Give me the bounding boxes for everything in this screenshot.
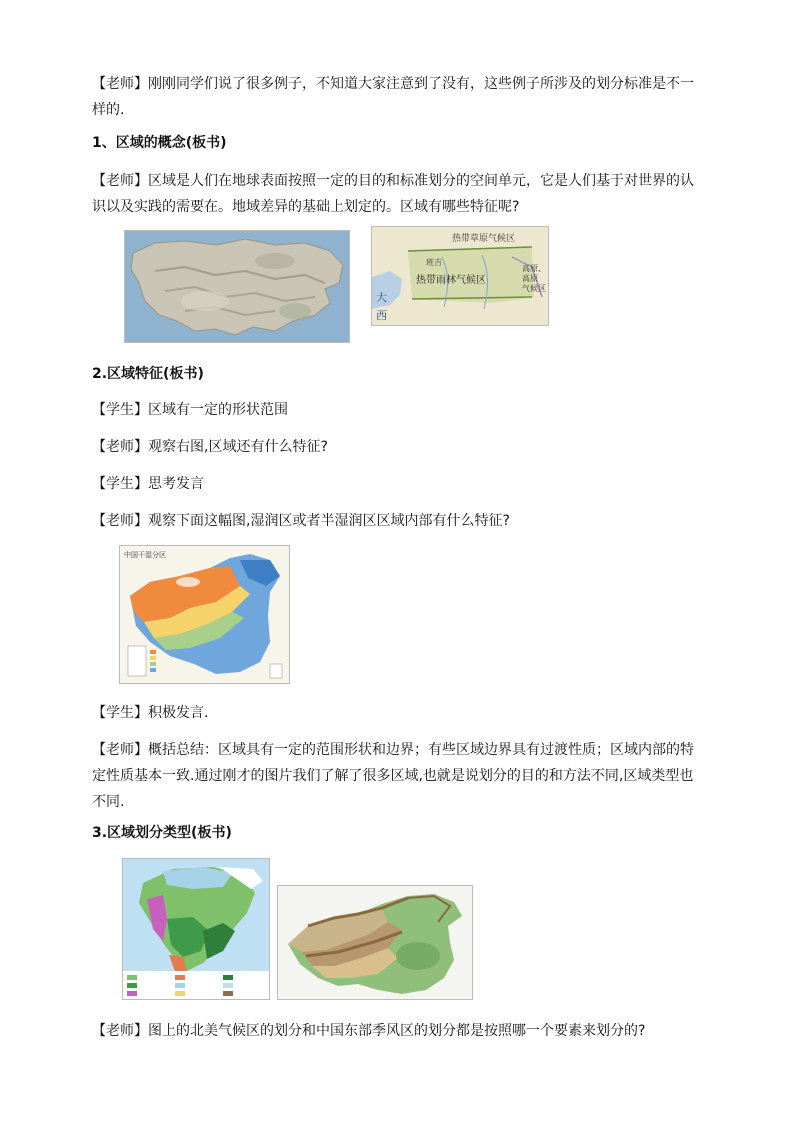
paragraph-teacher-4 bbox=[92, 508, 704, 534]
paragraph-text: 观察下面这幅图,湿润区或者半湿润区区域内部有什么特征? bbox=[148, 513, 510, 529]
label-city: 班吉 bbox=[426, 258, 442, 267]
paragraph-student-2 bbox=[92, 471, 704, 497]
paragraph-text: 观察右图,区域还有什么特征? bbox=[148, 439, 328, 455]
china-regions-map-image bbox=[277, 885, 473, 1000]
speaker-label: 【老师】 bbox=[92, 1023, 148, 1039]
paragraph-teacher-3 bbox=[92, 434, 704, 460]
label-sea-2: 西 bbox=[376, 309, 387, 322]
heading-region-concept: 1、区域的概念(板书) bbox=[92, 135, 227, 151]
label-sea-1: 大 bbox=[376, 291, 387, 304]
paragraph-text: 概括总结：区域具有一定的范围形状和边界；有些区域边界具有过渡性质；区域内部的特定性质基本一致.通过刚才的图片我们了解了很多区域,也就是说划分的目的和方法不同,区域类型也不同. bbox=[92, 742, 694, 810]
map-title: 中国干湿分区 bbox=[124, 551, 166, 559]
speaker-label: 【老师】 bbox=[92, 742, 148, 758]
heading-region-division-types: 3.区域划分类型(板书) bbox=[92, 825, 232, 841]
paragraph-teacher-5 bbox=[92, 737, 704, 815]
terrain-map-image bbox=[124, 230, 350, 343]
label-plateau-2: 高原 bbox=[522, 274, 538, 283]
paragraph-teacher-2 bbox=[92, 168, 704, 220]
speaker-label: 【老师】 bbox=[92, 173, 148, 189]
speaker-label: 【老师】 bbox=[92, 513, 148, 529]
climate-zone-map-image bbox=[371, 226, 549, 326]
paragraph-teacher-6 bbox=[92, 1018, 704, 1044]
dry-wet-zone-map-image bbox=[119, 545, 290, 684]
heading-region-features: 2.区域特征(板书) bbox=[92, 366, 204, 382]
speaker-label: 【学生】 bbox=[92, 476, 148, 492]
label-rainforest-zone: 热带雨林气候区 bbox=[416, 275, 486, 286]
label-plateau-3: 气候区 bbox=[522, 284, 546, 293]
paragraph-student-3 bbox=[92, 700, 704, 726]
north-america-climate-map-image bbox=[122, 858, 270, 1000]
label-savanna-zone: 热带草原气候区 bbox=[452, 234, 516, 244]
paragraph-teacher-1 bbox=[92, 71, 704, 123]
paragraph-student-1 bbox=[92, 397, 704, 423]
paragraph-text: 区域有一定的形状范围 bbox=[148, 402, 288, 418]
paragraph-text: 刚刚同学们说了很多例子，不知道大家注意到了没有，这些例子所涉及的划分标准是不一样的. bbox=[92, 76, 694, 118]
paragraph-text: 图上的北美气候区的划分和中国东部季风区的划分都是按照哪一个要素来划分的? bbox=[148, 1023, 646, 1039]
speaker-label: 【学生】 bbox=[92, 705, 148, 721]
speaker-label: 【老师】 bbox=[92, 76, 148, 92]
paragraph-text: 积极发言. bbox=[148, 705, 209, 721]
paragraph-text: 思考发言 bbox=[148, 476, 204, 492]
label-plateau-1: 高原、 bbox=[522, 264, 546, 273]
speaker-label: 【老师】 bbox=[92, 439, 148, 455]
speaker-label: 【学生】 bbox=[92, 402, 148, 418]
paragraph-text: 区域是人们在地球表面按照一定的目的和标准划分的空间单元，它是人们基于对世界的认识以及实践的需要在。地域差异的基础上划定的。区域有哪些特征呢? bbox=[92, 173, 694, 215]
